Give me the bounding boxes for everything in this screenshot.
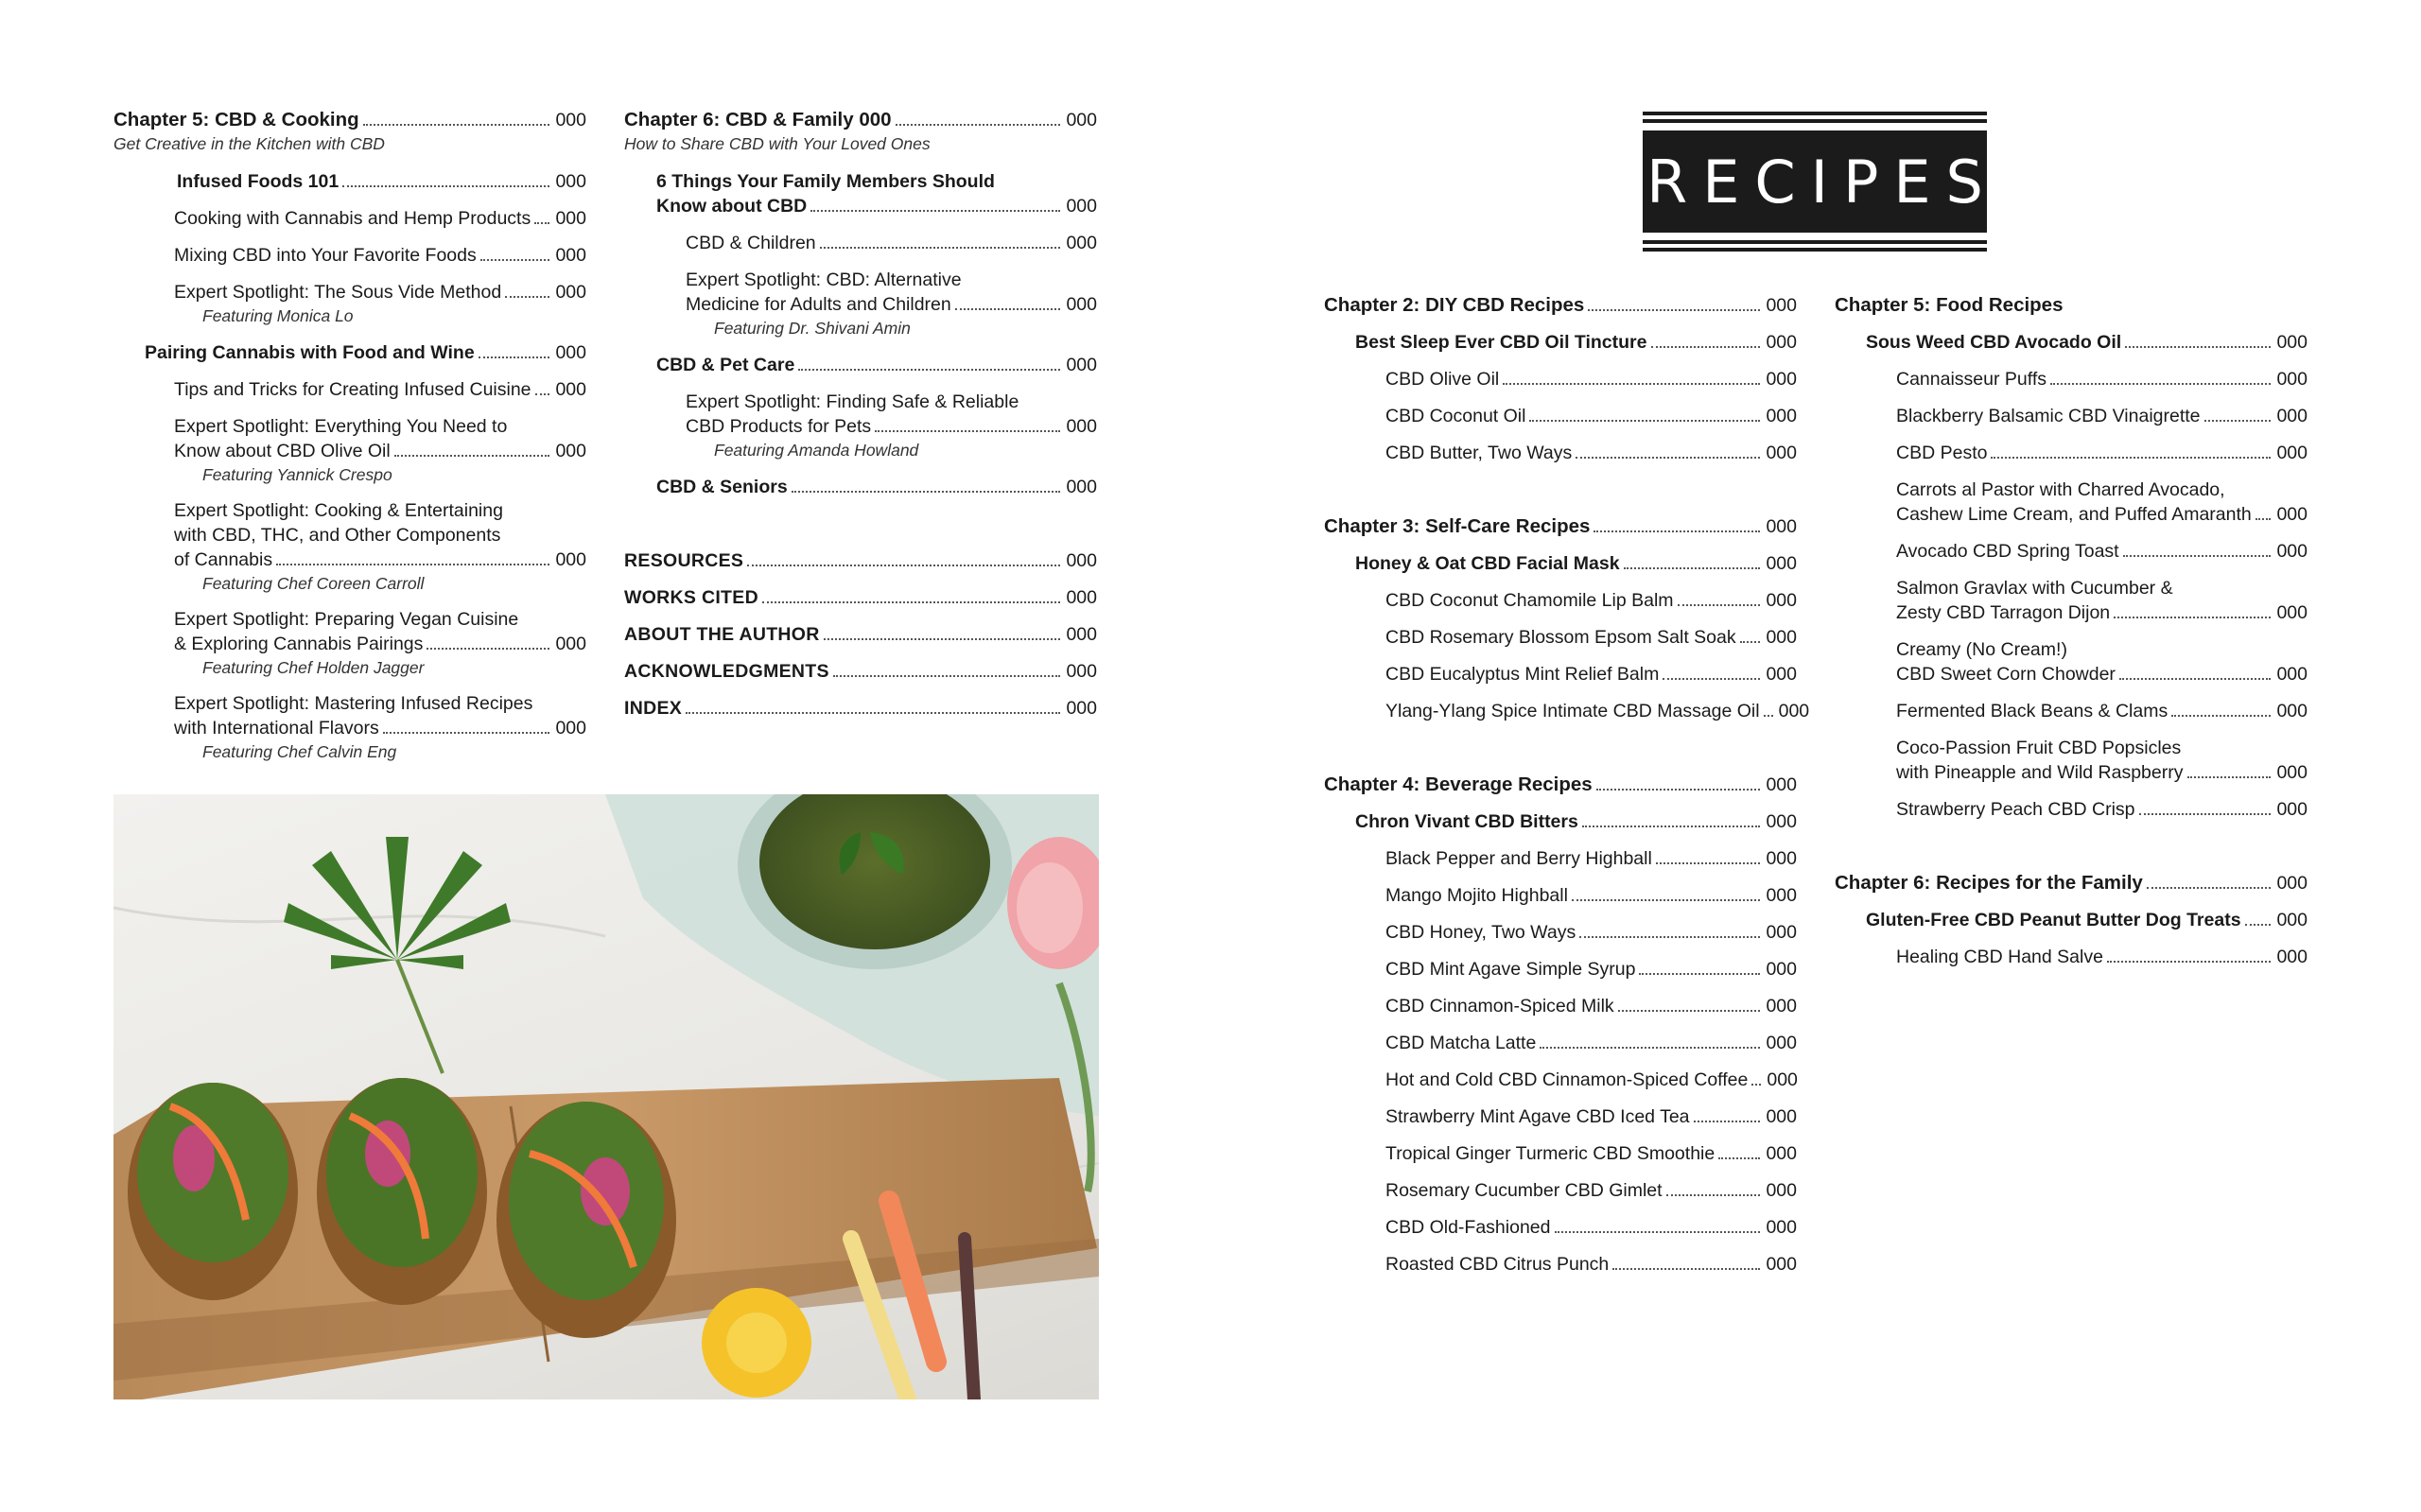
toc-entry[interactable] <box>1385 588 1797 613</box>
back-matter-list <box>624 548 1097 721</box>
toc-entry[interactable] <box>1385 846 1797 871</box>
toc-title: CBD Butter, Two Ways <box>1385 443 1573 463</box>
toc-chapter-6[interactable] <box>624 108 1097 155</box>
toc-entry[interactable] <box>1896 797 2308 822</box>
toc-entry[interactable] <box>174 243 586 268</box>
toc-page: 000 <box>1066 294 1097 315</box>
toc-page: 000 <box>1066 233 1097 253</box>
toc-page: 000 <box>1766 774 1797 795</box>
toc-title: Gluten-Free CBD Peanut Butter Dog Treats <box>1866 910 2241 930</box>
toc-entry[interactable] <box>1385 1141 1797 1166</box>
toc-page: 000 <box>1778 701 1810 721</box>
toc-page: 000 <box>1766 553 1797 574</box>
toc-page: 000 <box>1066 416 1097 437</box>
toc-page: 000 <box>1066 110 1097 130</box>
toc-title-line: Expert Spotlight: Preparing Vegan Cuisine <box>174 609 519 630</box>
toc-title: Sous Weed CBD Avocado Oil <box>1866 332 2122 353</box>
toc-entry[interactable] <box>1385 662 1797 686</box>
toc-page: 000 <box>2276 504 2308 525</box>
toc-left-col1 <box>113 108 586 763</box>
toc-chapter-5-recipes[interactable] <box>1835 293 2308 318</box>
toc-title: Hot and Cold CBD Cinnamon-Spiced Coffee <box>1385 1069 1749 1090</box>
toc-page: 000 <box>1766 369 1797 390</box>
toc-title: Chapter 4: Beverage Recipes <box>1324 773 1593 795</box>
toc-featuring: Featuring Chef Holden Jagger <box>202 658 425 677</box>
toc-entry[interactable] <box>1385 957 1797 982</box>
toc-title: CBD Mint Agave Simple Syrup <box>1385 959 1636 980</box>
toc-entry[interactable] <box>174 607 586 679</box>
toc-title-line: of Cannabis <box>174 549 273 570</box>
toc-page: 000 <box>1066 661 1097 682</box>
toc-entry[interactable] <box>1385 625 1797 650</box>
toc-entry[interactable] <box>1385 1068 1797 1092</box>
toc-page: 000 <box>555 379 586 400</box>
toc-title: Chapter 5: Food Recipes <box>1835 294 2064 316</box>
toc-title: Strawberry Peach CBD Crisp <box>1896 799 2135 820</box>
toc-page: 000 <box>555 282 586 303</box>
toc-page: 000 <box>555 549 586 570</box>
toc-entry-index[interactable] <box>624 696 1097 721</box>
toc-page: 000 <box>1766 1254 1797 1275</box>
toc-entry[interactable] <box>1385 404 1797 428</box>
toc-title: CBD & Seniors <box>656 477 788 497</box>
toc-title-line: CBD Products for Pets <box>686 416 872 437</box>
toc-title-line: & Exploring Cannabis Pairings <box>174 634 424 654</box>
toc-title-line: Know about CBD <box>656 196 808 217</box>
toc-entry[interactable] <box>686 268 1097 339</box>
toc-page: 000 <box>2276 664 2308 685</box>
toc-entry[interactable] <box>1385 1104 1797 1129</box>
toc-title-line: Expert Spotlight: Cooking & Entertaining <box>174 500 503 521</box>
toc-page: 000 <box>2276 701 2308 721</box>
toc-page: 000 <box>2276 947 2308 967</box>
toc-page: 000 <box>555 245 586 266</box>
toc-title-line: Creamy (No Cream!) <box>1896 639 2067 660</box>
toc-entry[interactable] <box>1896 637 2308 686</box>
toc-page: 000 <box>2276 443 2308 463</box>
toc-page: 000 <box>2276 369 2308 390</box>
toc-page: 000 <box>1066 196 1097 217</box>
toc-title-line: Know about CBD Olive Oil <box>174 441 391 461</box>
toc-title-line: Expert Spotlight: Mastering Infused Recipes <box>174 693 533 714</box>
toc-title: INDEX <box>624 698 683 719</box>
toc-title-line: with Pineapple and Wild Raspberry <box>1896 762 2184 783</box>
toc-title-line: Carrots al Pastor with Charred Avocado, <box>1896 479 2225 500</box>
toc-page: 000 <box>1066 355 1097 375</box>
toc-title-line: Expert Spotlight: CBD: Alternative <box>686 269 962 290</box>
toc-title: Avocado CBD Spring Toast <box>1896 541 2119 562</box>
toc-title-line: Salmon Gravlax with Cucumber & <box>1896 578 2173 599</box>
toc-entry-works-cited[interactable] <box>624 585 1097 610</box>
toc-title: Roasted CBD Citrus Punch <box>1385 1254 1610 1275</box>
toc-entry[interactable] <box>174 691 586 763</box>
toc-title: Cooking with Cannabis and Hemp Products <box>174 208 531 229</box>
toc-page: 000 <box>1766 443 1797 463</box>
toc-entry[interactable] <box>1385 994 1797 1018</box>
toc-title: Strawberry Mint Agave CBD Iced Tea <box>1385 1106 1690 1127</box>
toc-title: Chron Vivant CBD Bitters <box>1355 811 1578 832</box>
toc-entry[interactable] <box>174 280 586 327</box>
toc-page: 000 <box>1766 959 1797 980</box>
toc-page: 000 <box>555 634 586 654</box>
toc-title: CBD Pesto <box>1896 443 1988 463</box>
toc-entry[interactable] <box>1385 1031 1797 1055</box>
recipes-banner <box>1643 112 1998 252</box>
toc-title: ACKNOWLEDGMENTS <box>624 661 829 682</box>
toc-entry[interactable] <box>1866 908 2308 932</box>
toc-featuring: Featuring Chef Coreen Carroll <box>202 574 425 593</box>
toc-title: RESOURCES <box>624 550 744 571</box>
toc-entry[interactable] <box>1896 441 2308 465</box>
toc-title-line: Expert Spotlight: Finding Safe & Reliable <box>686 391 1019 412</box>
toc-page: 000 <box>1766 516 1797 537</box>
toc-entry[interactable] <box>656 353 1097 377</box>
toc-title: CBD Matcha Latte <box>1385 1033 1537 1053</box>
toc-title: Chapter 2: DIY CBD Recipes <box>1324 294 1585 316</box>
toc-page: 000 <box>1766 1106 1797 1127</box>
toc-entry[interactable] <box>174 498 586 595</box>
toc-page: 000 <box>1766 922 1797 943</box>
toc-entry[interactable] <box>174 377 586 402</box>
toc-title: CBD Honey, Two Ways <box>1385 922 1576 943</box>
toc-page: 000 <box>1766 295 1797 316</box>
toc-title: Tips and Tricks for Creating Infused Cuisine <box>174 379 531 400</box>
toc-title-line: CBD Sweet Corn Chowder <box>1896 664 2116 685</box>
toc-page: 000 <box>1766 406 1797 426</box>
toc-entry[interactable] <box>1385 883 1797 908</box>
toc-title: Black Pepper and Berry Highball <box>1385 848 1652 869</box>
toc-entry[interactable] <box>1385 441 1797 465</box>
toc-page: 000 <box>1066 587 1097 608</box>
toc-entry[interactable] <box>1896 478 2308 527</box>
toc-entry[interactable] <box>1385 1252 1797 1277</box>
toc-left-col2 <box>624 108 1097 721</box>
toc-title: Chapter 6: CBD & Family 000 <box>624 109 892 130</box>
toc-featuring: Featuring Amanda Howland <box>714 441 919 460</box>
toc-title: Pairing Cannabis with Food and Wine <box>145 342 475 363</box>
toc-entry[interactable] <box>177 169 586 194</box>
toc-entry[interactable] <box>1896 945 2308 969</box>
toc-entry[interactable] <box>1385 367 1797 391</box>
toc-page: 000 <box>1766 811 1797 832</box>
toc-entry[interactable] <box>1896 699 2308 723</box>
toc-title: CBD & Children <box>686 233 816 253</box>
toc-title: Blackberry Balsamic CBD Vinaigrette <box>1896 406 2201 426</box>
toc-entry[interactable] <box>1385 920 1797 945</box>
toc-title: CBD Cinnamon-Spiced Milk <box>1385 996 1614 1017</box>
toc-title-line: Expert Spotlight: Everything You Need to <box>174 416 508 437</box>
toc-page: 000 <box>1766 885 1797 906</box>
toc-title: Rosemary Cucumber CBD Gimlet <box>1385 1180 1663 1201</box>
toc-title: CBD Eucalyptus Mint Relief Balm <box>1385 664 1660 685</box>
toc-entry[interactable] <box>145 340 586 365</box>
toc-entry[interactable] <box>686 390 1097 461</box>
toc-page: 000 <box>2276 541 2308 562</box>
toc-entry[interactable] <box>1355 809 1797 834</box>
toc-title: CBD Coconut Chamomile Lip Balm <box>1385 590 1674 611</box>
toc-title: ABOUT THE AUTHOR <box>624 624 820 645</box>
toc-title: Chapter 3: Self-Care Recipes <box>1324 515 1591 537</box>
toc-page: 000 <box>555 110 586 130</box>
toc-entry[interactable] <box>1896 539 2308 564</box>
toc-featuring: Featuring Monica Lo <box>202 306 354 325</box>
toc-title: Cannaisseur Puffs <box>1896 369 2047 390</box>
toc-page: 000 <box>1766 1033 1797 1053</box>
toc-page: 000 <box>1066 624 1097 645</box>
toc-entry[interactable] <box>1355 330 1797 355</box>
toc-title: Mixing CBD into Your Favorite Foods <box>174 245 477 266</box>
toc-page: 000 <box>1766 1217 1797 1238</box>
toc-page: 000 <box>2276 762 2308 783</box>
toc-title-line: with CBD, THC, and Other Components <box>174 525 501 546</box>
toc-subtitle: How to Share CBD with Your Loved Ones <box>624 134 931 153</box>
toc-entry-resources[interactable] <box>624 548 1097 573</box>
toc-title: CBD & Pet Care <box>656 355 795 375</box>
toc-entry[interactable] <box>1385 699 1810 723</box>
toc-entry[interactable] <box>174 206 586 231</box>
toc-entry[interactable] <box>1385 1178 1797 1203</box>
toc-entry[interactable] <box>174 414 586 486</box>
toc-entry[interactable] <box>656 475 1097 499</box>
toc-page: 000 <box>1767 1069 1798 1090</box>
toc-title-line: Zesty CBD Tarragon Dijon <box>1896 602 2111 623</box>
toc-chapter-5[interactable] <box>113 108 586 155</box>
toc-page: 000 <box>1766 332 1797 353</box>
toc-title-line: Medicine for Adults and Children <box>686 294 951 315</box>
toc-page: 000 <box>1766 627 1797 648</box>
toc-title: CBD Rosemary Blossom Epsom Salt Soak <box>1385 627 1736 648</box>
toc-entry[interactable] <box>1896 576 2308 625</box>
toc-page: 000 <box>2276 406 2308 426</box>
toc-entry[interactable] <box>1896 736 2308 785</box>
toc-entry-acknowledgments[interactable] <box>624 659 1097 684</box>
toc-page: 000 <box>555 208 586 229</box>
toc-featuring: Featuring Yannick Crespo <box>202 465 392 484</box>
food-photo-illustration <box>113 794 1099 1399</box>
toc-right-col1 <box>1324 293 1810 1277</box>
toc-title: Infused Foods 101 <box>177 171 340 192</box>
toc-entry[interactable] <box>1896 404 2308 428</box>
toc-title: Tropical Ginger Turmeric CBD Smoothie <box>1385 1143 1716 1164</box>
toc-subtitle: Get Creative in the Kitchen with CBD <box>113 134 385 153</box>
toc-title-line: 6 Things Your Family Members Should <box>656 171 995 192</box>
toc-entry[interactable] <box>686 231 1097 255</box>
toc-entry[interactable] <box>1355 551 1797 576</box>
toc-featuring: Featuring Chef Calvin Eng <box>202 742 397 761</box>
toc-page: 000 <box>555 171 586 192</box>
toc-page: 000 <box>1766 590 1797 611</box>
toc-title: Mango Mojito Highball <box>1385 885 1568 906</box>
toc-page: 000 <box>1766 664 1797 685</box>
toc-title: Fermented Black Beans & Clams <box>1896 701 2168 721</box>
toc-page: 000 <box>1766 996 1797 1017</box>
toc-title: Honey & Oat CBD Facial Mask <box>1355 553 1620 574</box>
toc-page: 000 <box>2276 799 2308 820</box>
toc-title: Chapter 5: CBD & Cooking <box>113 109 359 130</box>
toc-page: 000 <box>2276 332 2308 353</box>
toc-title-line: with International Flavors <box>174 718 379 739</box>
toc-title-line: Coco-Passion Fruit CBD Popsicles <box>1896 738 2182 758</box>
toc-page: 000 <box>1066 698 1097 719</box>
toc-page: 000 <box>2276 602 2308 623</box>
toc-page: 000 <box>1766 848 1797 869</box>
toc-page: 000 <box>1066 550 1097 571</box>
toc-title: Ylang-Ylang Spice Intimate CBD Massage Oil <box>1385 701 1760 721</box>
toc-page: 000 <box>555 342 586 363</box>
banner-title: RECIPES <box>1646 147 1998 217</box>
toc-page: 000 <box>2276 873 2308 894</box>
toc-entry[interactable] <box>656 169 1097 218</box>
toc-page: 000 <box>1766 1180 1797 1201</box>
toc-title: Best Sleep Ever CBD Oil Tincture <box>1355 332 1647 353</box>
toc-page: 000 <box>555 441 586 461</box>
toc-entry[interactable] <box>1896 367 2308 391</box>
toc-page: 000 <box>555 718 586 739</box>
toc-page: 000 <box>1066 477 1097 497</box>
toc-title: Chapter 6: Recipes for the Family <box>1835 872 2143 894</box>
toc-title: Healing CBD Hand Salve <box>1896 947 2103 967</box>
toc-chapter-3[interactable] <box>1324 514 1797 539</box>
toc-title: WORKS CITED <box>624 587 758 608</box>
toc-title: Expert Spotlight: The Sous Vide Method <box>174 282 502 303</box>
toc-title-line: Cashew Lime Cream, and Puffed Amaranth <box>1896 504 2252 525</box>
toc-chapter-2[interactable] <box>1324 293 1797 318</box>
toc-page: 000 <box>2276 910 2308 930</box>
toc-featuring: Featuring Dr. Shivani Amin <box>714 319 911 338</box>
toc-right-col2 <box>1835 293 2308 969</box>
food-photo <box>113 794 1099 1399</box>
toc-title: CBD Olive Oil <box>1385 369 1500 390</box>
toc-title: CBD Coconut Oil <box>1385 406 1526 426</box>
toc-entry[interactable] <box>1866 330 2308 355</box>
toc-chapter-6-recipes[interactable] <box>1835 871 2308 895</box>
toc-page: 000 <box>1766 1143 1797 1164</box>
toc-entry-about-author[interactable] <box>624 622 1097 647</box>
toc-entry[interactable] <box>1385 1215 1797 1240</box>
toc-chapter-4[interactable] <box>1324 773 1797 797</box>
toc-title: CBD Old-Fashioned <box>1385 1217 1551 1238</box>
